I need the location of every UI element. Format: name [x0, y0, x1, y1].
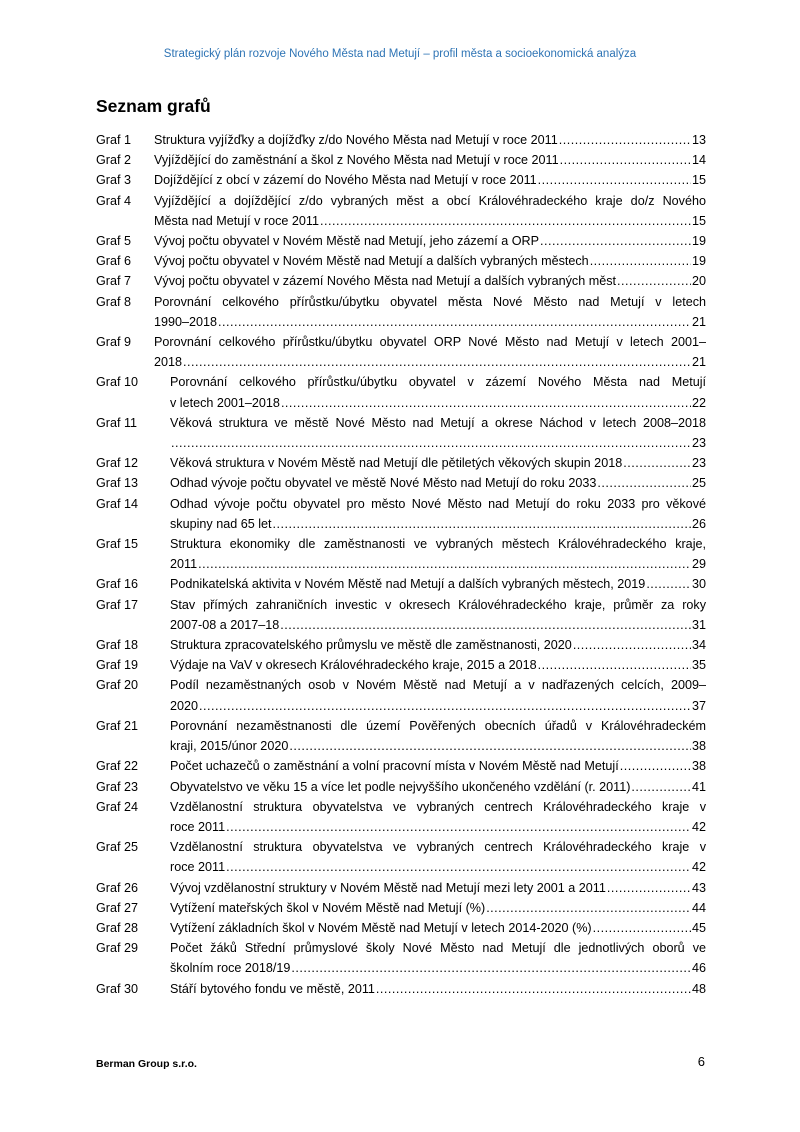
toc-dot-leader — [486, 898, 691, 918]
toc-entry-title: Vývoj vzdělanostní struktury v Novém Městě nad Metují mezi lety 2001 a 2011 — [170, 880, 606, 895]
toc-dot-leader — [646, 574, 691, 594]
toc-entry-page: 45 — [691, 920, 706, 935]
toc-entry-page: 35 — [691, 658, 706, 673]
toc-entry-label: Graf 29 — [96, 941, 138, 956]
toc-entry[interactable] — [96, 251, 706, 271]
toc-dot-leader — [559, 130, 691, 150]
toc-entry-label: Graf 23 — [96, 779, 138, 794]
toc-entry[interactable] — [96, 150, 706, 170]
toc-entry-title: Odhad vývoje počtu obyvatel pro město Nové Město nad Metují do roku 2033 pro věkové — [170, 496, 706, 511]
toc-dot-leader — [320, 211, 691, 231]
toc-entry-label: Graf 19 — [96, 658, 138, 673]
toc-entry[interactable] — [96, 777, 706, 797]
toc-dot-leader — [590, 251, 691, 271]
toc-entry[interactable] — [96, 716, 706, 756]
toc-entry-label: Graf 30 — [96, 981, 138, 996]
toc-entry[interactable] — [96, 979, 706, 999]
toc-entry-label: Graf 10 — [96, 375, 138, 390]
toc-entry[interactable] — [96, 635, 706, 655]
toc-entry[interactable] — [96, 191, 706, 231]
toc-entry-title: Dojíždějící z obcí v zázemí do Nového Města nad Metují v roce 2011 — [154, 173, 537, 188]
toc-entry-title: Počet žáků Střední průmyslové školy Nové Město nad Metují dle jednotlivých oborů ve — [170, 941, 706, 956]
toc-entry[interactable] — [96, 918, 706, 938]
toc-entry-page: 48 — [691, 981, 706, 996]
toc-entry-title: Vytížení mateřských škol v Novém Městě nad Metují (%) — [170, 900, 486, 915]
toc-entry-page: 25 — [691, 476, 706, 491]
toc-entry-title: Struktura ekonomiky dle zaměstnanosti ve vybraných městech Královéhradeckého kraje, — [170, 537, 706, 552]
toc-dot-leader — [573, 635, 691, 655]
toc-entry-title-continuation: 2018 — [154, 355, 183, 370]
toc-entry-label: Graf 3 — [96, 173, 131, 188]
toc-entry[interactable] — [96, 231, 706, 251]
toc-entry[interactable] — [96, 453, 706, 473]
toc-entry-page: 46 — [691, 961, 706, 976]
toc-entry-page: 42 — [691, 860, 706, 875]
toc-entry-label: Graf 9 — [96, 335, 131, 350]
toc-entry-title: Porovnání celkového přírůstku/úbytku obyvatel města Nové Město nad Metují v letech — [154, 294, 706, 309]
toc-entry-page: 19 — [691, 254, 706, 269]
toc-entry-title-continuation: 2007-08 a 2017–18 — [170, 617, 280, 632]
toc-dot-leader — [199, 696, 691, 716]
toc-entry[interactable] — [96, 413, 706, 453]
toc-entry-label: Graf 22 — [96, 759, 138, 774]
toc-dot-leader — [617, 271, 691, 291]
toc-entry-title-continuation: roce 2011 — [170, 819, 226, 834]
toc-entry-title: Porovnání celkového přírůstku/úbytku obyvatel v zázemí Nového Města nad Metují — [170, 375, 706, 390]
toc-dot-leader — [593, 918, 691, 938]
toc-entry-title: Podnikatelská aktivita v Novém Městě nad Metují a dalších vybraných městech, 2019 — [170, 577, 646, 592]
footer-company: Berman Group s.r.o. — [96, 1058, 197, 1070]
toc-entry-page: 44 — [691, 900, 706, 915]
toc-entry-page: 43 — [691, 880, 706, 895]
toc-entry[interactable] — [96, 332, 706, 372]
toc-entry-title: Vývoj počtu obyvatel v Novém Městě nad Metují, jeho zázemí a ORP — [154, 234, 539, 249]
toc-entry-title: Vzdělanostní struktura obyvatelstva ve vybraných centrech Královéhradeckého kraje v — [170, 799, 706, 814]
toc-entry[interactable] — [96, 130, 706, 150]
toc-entry[interactable] — [96, 372, 706, 412]
toc-dot-leader — [183, 352, 691, 372]
toc-entry[interactable] — [96, 271, 706, 291]
toc-entry-page: 23 — [691, 456, 706, 471]
toc-entry-label: Graf 13 — [96, 476, 138, 491]
toc-entry-page: 38 — [691, 739, 706, 754]
toc-entry-label: Graf 26 — [96, 880, 138, 895]
toc-entry-title: Odhad vývoje počtu obyvatel ve městě Nové Město nad Metují do roku 2033 — [170, 476, 597, 491]
toc-entry-page: 21 — [691, 314, 706, 329]
toc-entry-title: Struktura zpracovatelského průmyslu ve městě dle zaměstnanosti, 2020 — [170, 638, 572, 653]
toc-entry[interactable] — [96, 898, 706, 918]
toc-dot-leader — [607, 878, 691, 898]
toc-entry-page: 26 — [691, 516, 706, 531]
toc-dot-leader — [218, 312, 691, 332]
toc-entry-title: Stav přímých zahraničních investic v okresech Královéhradeckého kraje, průměr za roky — [170, 597, 706, 612]
toc-entry-page: 19 — [691, 234, 706, 249]
toc-entry-label: Graf 1 — [96, 133, 131, 147]
toc-entry[interactable] — [96, 292, 706, 332]
toc-dot-leader — [226, 817, 691, 837]
toc-entry-label: Graf 8 — [96, 294, 131, 309]
toc-entry[interactable] — [96, 534, 706, 574]
toc-entry-page: 34 — [691, 638, 706, 653]
toc-entry-title: Výdaje na VaV v okresech Královéhradeckého kraje, 2015 a 2018 — [170, 658, 537, 673]
toc-entry-title-continuation: skupiny nad 65 let — [170, 516, 272, 531]
toc-entry-title: Vývoj počtu obyvatel v zázemí Nového Města nad Metují a dalších vybraných měst — [154, 274, 616, 289]
toc-entry[interactable] — [96, 938, 706, 978]
toc-dot-leader — [273, 514, 691, 534]
toc-dot-leader — [280, 615, 691, 635]
toc-entry-title: Počet uchazečů o zaměstnání a volní pracovní místa v Novém Městě nad Metují — [170, 759, 619, 774]
toc-entry-title: Vyjíždějící do zaměstnání a škol z Nového Města nad Metují v roce 2011 — [154, 153, 559, 168]
toc-entry-label: Graf 14 — [96, 496, 138, 511]
toc-entry-label: Graf 18 — [96, 638, 138, 653]
toc-entry-label: Graf 15 — [96, 537, 138, 552]
toc-entry-title: Porovnání nezaměstnanosti dle území Pověřených obecních úřadů v Královéhradeckém — [170, 718, 706, 733]
toc-entry-page: 15 — [691, 213, 706, 228]
toc-entry-page: 42 — [691, 819, 706, 834]
toc-entry-label: Graf 25 — [96, 840, 138, 855]
toc-entry-label: Graf 21 — [96, 718, 138, 733]
toc-entry-label: Graf 7 — [96, 274, 131, 289]
toc-dot-leader — [226, 857, 691, 877]
toc-entry[interactable] — [96, 655, 706, 675]
toc-entry-page: 23 — [691, 436, 706, 451]
toc-entry-title: Vyjíždějící a dojíždějící z/do vybraných měst a obcí Královéhradeckého kraje do/z Nového — [154, 193, 706, 208]
toc-entry-title-continuation: Města nad Metují v roce 2011 — [154, 213, 319, 228]
toc-entry-page: 13 — [691, 133, 706, 147]
toc-entry-label: Graf 4 — [96, 193, 131, 208]
toc-entry[interactable] — [96, 494, 706, 534]
toc-entry-label: Graf 6 — [96, 254, 131, 269]
running-header: Strategický plán rozvoje Nového Města nad Metují – profil města a socioekonomická analýza — [163, 48, 637, 60]
toc-entry-title: Obyvatelstvo ve věku 15 a více let podle nejvyššího ukončeného vzdělání (r. 2011) — [170, 779, 631, 794]
toc-entry-title-continuation: 1990–2018 — [154, 314, 218, 329]
toc-entry[interactable] — [96, 797, 706, 837]
toc-entry-label: Graf 12 — [96, 456, 138, 471]
toc-dot-leader — [623, 453, 691, 473]
toc-entry-label: Graf 16 — [96, 577, 138, 592]
toc-entry-page: 31 — [691, 617, 706, 632]
toc-dot-leader — [620, 756, 691, 776]
toc-entry-title: Vzdělanostní struktura obyvatelstva ve vybraných centrech Královéhradeckého kraje v — [170, 840, 706, 855]
toc-entry-label: Graf 27 — [96, 900, 138, 915]
toc-entry-page: 30 — [691, 577, 706, 592]
toc-entry-title-continuation: školním roce 2018/19 — [170, 961, 291, 976]
toc-dot-leader — [171, 433, 691, 453]
toc-entry-page: 29 — [691, 557, 706, 572]
toc-entry[interactable] — [96, 595, 706, 635]
toc-entry[interactable] — [96, 473, 706, 493]
toc-entry-label: Graf 20 — [96, 678, 138, 693]
toc-entry-page: 22 — [691, 395, 706, 410]
toc-entry-label: Graf 2 — [96, 153, 131, 168]
page-title: Seznam grafů — [96, 96, 211, 116]
toc-entry-title-continuation: 2020 — [170, 698, 199, 713]
toc-entry[interactable] — [96, 837, 706, 877]
toc-entry-title: Struktura vyjížďky a dojížďky z/do Nového Města nad Metují v roce 2011 — [154, 133, 558, 147]
toc-entry[interactable] — [96, 170, 706, 190]
toc-dot-leader — [631, 777, 691, 797]
toc-entry[interactable] — [96, 574, 706, 594]
toc-entry-label: Graf 11 — [96, 415, 138, 430]
toc-entry-title-continuation: v letech 2001–2018 — [170, 395, 280, 410]
toc-entry-page: 21 — [691, 355, 706, 370]
toc-dot-leader — [281, 393, 691, 413]
toc-entry-title: Vytížení základních škol v Novém Městě nad Metují v letech 2014-2020 (%) — [170, 920, 592, 935]
toc-entry-page: 38 — [691, 759, 706, 774]
toc-dot-leader — [597, 473, 691, 493]
toc-entry-title: Vývoj počtu obyvatel v Novém Městě nad Metují a dalších vybraných městech — [154, 254, 589, 269]
toc-entry-page: 14 — [691, 153, 706, 168]
toc-entry-page: 15 — [691, 173, 706, 188]
toc-dot-leader — [540, 231, 691, 251]
toc-entry-page: 41 — [691, 779, 706, 794]
list-of-figures — [96, 130, 706, 999]
toc-entry-label: Graf 24 — [96, 799, 138, 814]
toc-dot-leader — [538, 170, 691, 190]
toc-entry-title: Věková struktura ve městě Nové Město nad Metují a okrese Náchod v letech 2008–2018 — [170, 415, 706, 430]
toc-dot-leader — [538, 655, 691, 675]
toc-entry-label: Graf 28 — [96, 920, 138, 935]
toc-dot-leader — [198, 554, 691, 574]
toc-dot-leader — [291, 958, 691, 978]
footer-page-number: 6 — [697, 1054, 705, 1069]
toc-dot-leader — [376, 979, 691, 999]
toc-entry-page: 37 — [691, 698, 706, 713]
toc-entry-page: 20 — [691, 274, 706, 289]
toc-entry-title: Podíl nezaměstnaných osob v Novém Městě nad Metují a v nadřazených celcích, 2009– — [170, 678, 706, 693]
toc-entry-title: Porovnání celkového přírůstku/úbytku obyvatel ORP Nové Město nad Metují v letech 2001– — [154, 335, 706, 350]
toc-entry-label: Graf 5 — [96, 234, 131, 249]
toc-entry[interactable] — [96, 756, 706, 776]
toc-entry-label: Graf 17 — [96, 597, 138, 612]
toc-entry-title: Stáří bytového fondu ve městě, 2011 — [170, 981, 375, 996]
toc-entry-title: Věková struktura v Novém Městě nad Metují dle pětiletých věkových skupin 2018 — [170, 456, 623, 471]
toc-entry[interactable] — [96, 675, 706, 715]
toc-dot-leader — [560, 150, 691, 170]
toc-dot-leader — [289, 736, 691, 756]
toc-entry[interactable] — [96, 878, 706, 898]
toc-entry-title-continuation: roce 2011 — [170, 860, 226, 875]
toc-entry-title-continuation: kraji, 2015/únor 2020 — [170, 739, 289, 754]
toc-entry-title-continuation: 2011 — [170, 557, 198, 572]
